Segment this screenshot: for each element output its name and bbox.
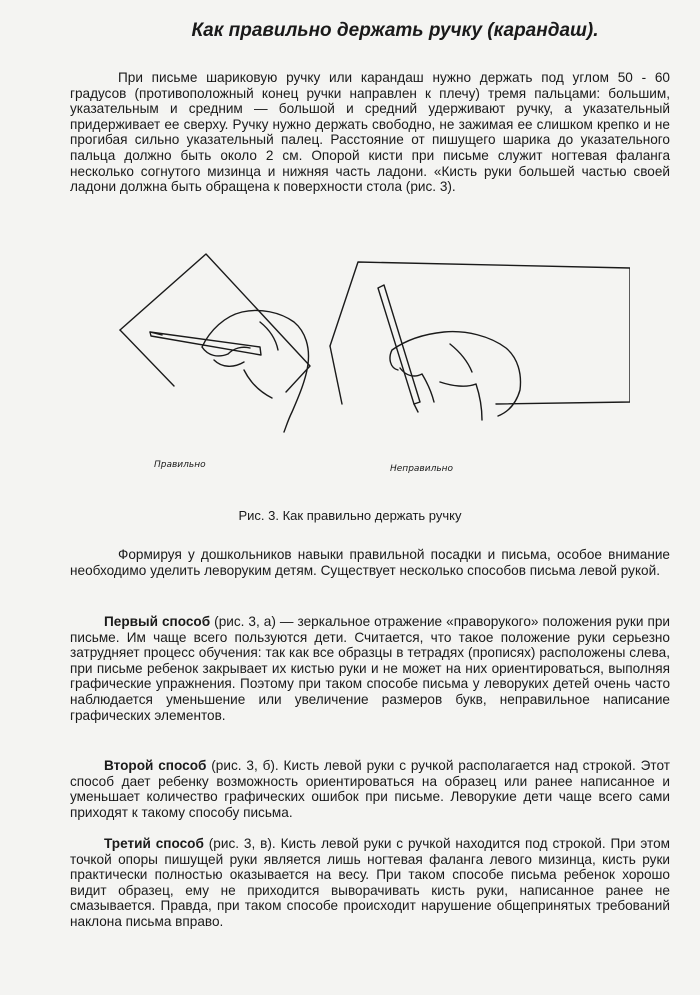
figure-illustration (110, 252, 630, 482)
hand-right (390, 332, 520, 420)
method-1-paragraph (70, 614, 670, 723)
hand-left (202, 310, 308, 432)
method-2-paragraph (70, 758, 670, 820)
method-1-body: (рис. 3, а) — зеркальное отражение «праворукого» положения руки при письме. Им чаще всего пользуются дети. Считается, что такое положение руки серьезно затрудняет процесс обучения: так как все образцы в тетрадях (прописях) расположены слева, при письме ребенок закрывает их кистью руки и не может на них ориентироваться, выполняя графические упражнения. Поэтому при таком способе письма у леворуких детей очень часто наблюдается уменьшение или увеличение размеров букв, неправильное написание графических элементов. (70, 614, 670, 723)
label-correct: Правильно (154, 460, 206, 470)
left-hand-intro-text: Формируя у дошкольников навыки правильной посадки и письма, особое внимание необходимо уделить леворуким детям. Существует несколько способов письма левой рукой. (70, 547, 670, 578)
method-3-text (70, 836, 670, 930)
method-3-body: (рис. 3, в). Кисть левой руки с ручкой находится под строкой. При этом точкой опоры пишущей руки является лишь ногтевая фаланга левого мизинца, кисть руки практически полностью оказывается на весу. При таком способе письма ребенок хорошо видит образец, ему не приходится выворачивать кисть руки, написанное ранее не смазывается. Правда, при таком способе происходит нарушение общепринятых требований наклона письма вправо. (70, 836, 670, 929)
intro-text: При письме шариковую ручку или карандаш нужно держать под углом 50 - 60 градусов (противоположный конец ручки направлен к плечу) тремя пальцами: большим, указательным и средним — большой и средний удерживают ручку, а указательный придерживает ее сверху. Ручку нужно держать свободно, не зажимая ее слишком крепко и не прогибая сильно указательный палец. Расстояние от пишущего шарика до указательного пальца должно быть около 2 см. Опорой кисти при письме служит ногтевая фаланга несколько согнутого мизинца и нижняя часть ладони. «Кисть руки большей частью своей ладони должна быть обращена к поверхности стола (рис. 3). (70, 70, 670, 195)
paper-left (120, 254, 310, 392)
method-1-lead: Первый способ (104, 614, 211, 629)
label-wrong: Неправильно (390, 464, 454, 474)
method-3-paragraph (70, 836, 670, 930)
figure-caption: Рис. 3. Как правильно держать ручку (238, 508, 462, 523)
method-2-text (70, 758, 670, 820)
left-hand-intro-paragraph (70, 547, 670, 578)
method-2-lead: Второй способ (104, 758, 207, 773)
page-title: Как правильно держать ручку (карандаш). (191, 20, 599, 41)
method-3-lead: Третий способ (104, 836, 204, 851)
intro-paragraph (70, 70, 670, 195)
paper-right (330, 262, 630, 404)
figure-hand-positions (110, 252, 630, 482)
method-2-body: (рис. 3, б). Кисть левой руки с ручкой располагается над строкой. Этот способ дает ребенку возможность ориентироваться на образец или ранее написанное и уменьшает количество графических ошибок при письме. Леворукие дети чаще всего сами приходят к такому способу письма. (70, 758, 670, 820)
method-1-text (70, 614, 670, 723)
pencil-right (378, 285, 420, 404)
